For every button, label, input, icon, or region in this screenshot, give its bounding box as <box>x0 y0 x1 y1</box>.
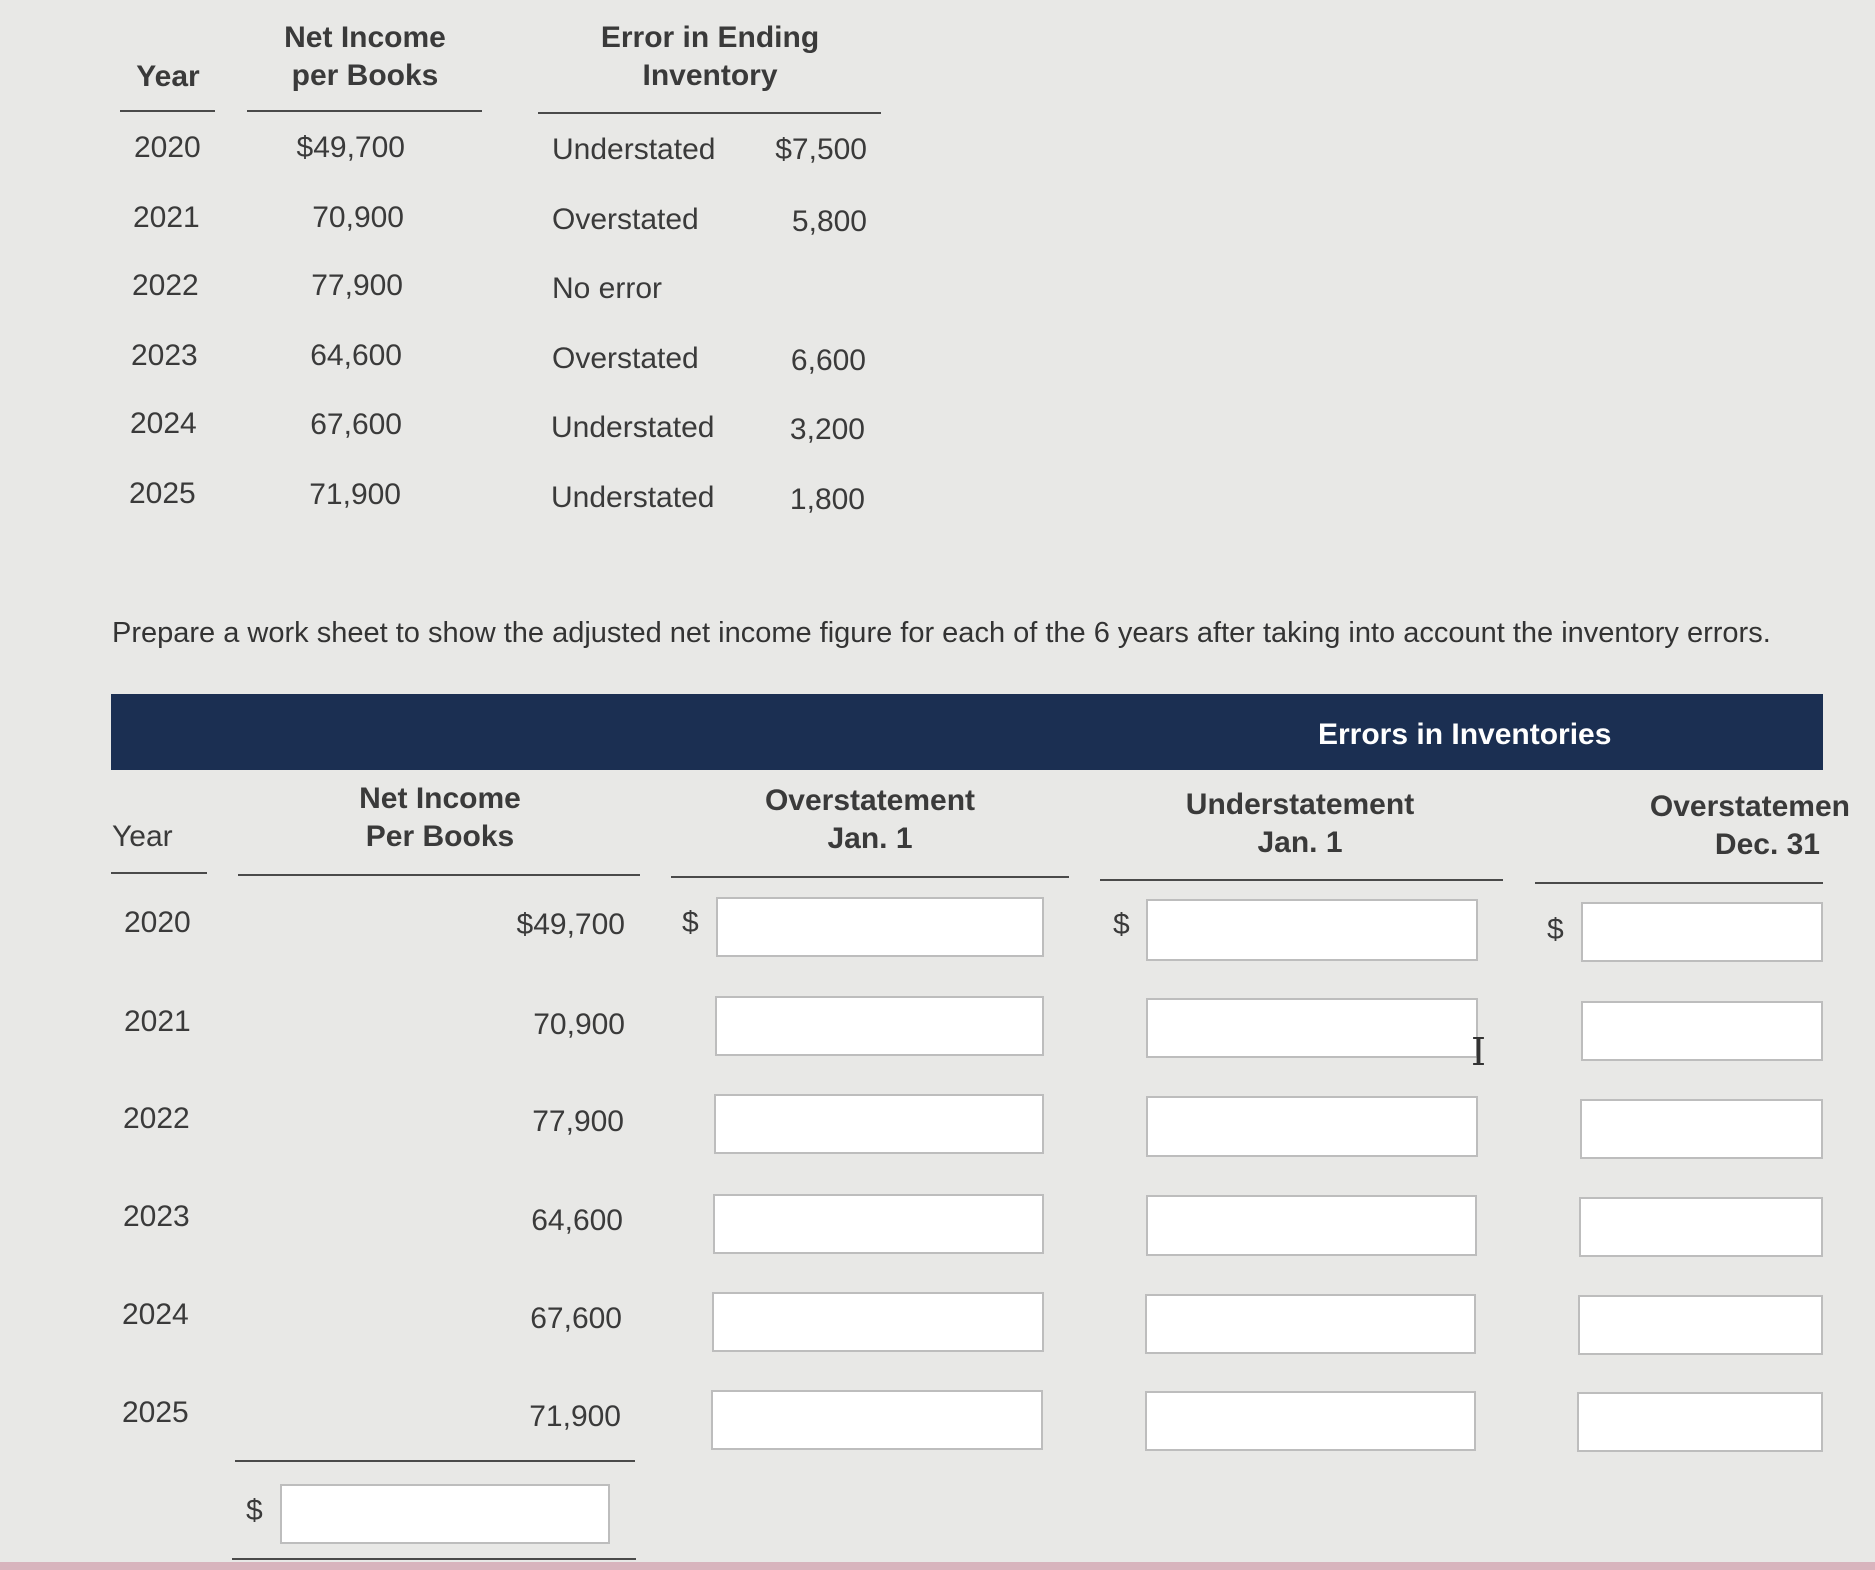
given-error-underline <box>538 112 881 114</box>
ws-row-year: 2020 <box>124 906 191 939</box>
over-jan-input[interactable] <box>716 897 1044 957</box>
given-row-income: $49,700 <box>296 131 405 164</box>
ws-under-jan-underline <box>1100 879 1503 881</box>
given-income-header-line2: per Books <box>291 59 439 92</box>
given-row-year: 2023 <box>131 339 198 372</box>
given-error-header-line2: Inventory <box>642 59 778 92</box>
worksheet-banner <box>111 694 1823 770</box>
over-jan-input[interactable] <box>714 1094 1044 1154</box>
ws-row-year: 2023 <box>123 1200 190 1233</box>
over-dec-input[interactable] <box>1580 1099 1823 1159</box>
ws-row-income: 70,900 <box>533 1008 625 1041</box>
given-row-income: 64,600 <box>310 339 402 372</box>
ws-over-dec-header-line2: Dec. 31 <box>1714 828 1820 861</box>
ws-total-top-rule <box>235 1460 635 1462</box>
given-row-income: 67,600 <box>310 408 402 441</box>
given-row-year: 2022 <box>132 269 199 302</box>
given-row-income: 70,900 <box>312 201 404 234</box>
bottom-edge-bar <box>0 1562 1875 1570</box>
over-dec-input[interactable] <box>1577 1392 1823 1452</box>
ws-row-year: 2025 <box>122 1396 189 1429</box>
ws-row-year: 2021 <box>124 1005 191 1038</box>
ws-year-header: Year <box>112 820 173 853</box>
given-row-status: Understated <box>552 133 716 166</box>
given-row-status: Understated <box>551 411 715 444</box>
ws-row-year: 2024 <box>122 1298 189 1331</box>
given-row-status: Understated <box>551 481 715 514</box>
over-dec-input[interactable] <box>1578 1295 1823 1355</box>
given-row-amount: 1,800 <box>789 483 865 516</box>
given-error-header-line1: Error in Ending <box>600 21 820 54</box>
ws-year-underline <box>111 872 207 874</box>
under-jan-input[interactable] <box>1145 1294 1476 1354</box>
ws-over-dec-header-line1: Overstatemen <box>1649 790 1850 823</box>
ws-row-income: 64,600 <box>531 1204 623 1237</box>
ws-dollar-sign: $ <box>682 906 699 939</box>
ws-income-underline <box>238 874 640 876</box>
given-row-year: 2021 <box>133 201 200 234</box>
text-cursor-icon: I <box>1471 1030 1487 1074</box>
given-row-amount: 6,600 <box>790 344 866 377</box>
given-row-year: 2024 <box>130 407 197 440</box>
ws-over-dec-underline <box>1535 882 1823 884</box>
given-row-income: 71,900 <box>309 478 401 511</box>
ws-total-bottom-rule <box>232 1558 636 1560</box>
question-text: Prepare a work sheet to show the adjusted net income figure for each of the 6 years after taking into account the inventory errors. <box>112 617 1771 649</box>
ws-over-dec-header <box>1620 788 1850 864</box>
ws-income-header-line1: Net Income <box>359 782 521 815</box>
given-error-header <box>560 19 860 95</box>
ws-over-jan-header <box>740 782 1000 858</box>
over-jan-input[interactable] <box>711 1390 1043 1450</box>
given-income-header <box>250 19 480 95</box>
ws-dollar-sign: $ <box>1547 913 1564 946</box>
over-jan-input[interactable] <box>712 1292 1044 1352</box>
over-jan-input[interactable] <box>713 1194 1044 1254</box>
ws-row-income: 67,600 <box>530 1302 622 1335</box>
given-income-underline <box>247 110 482 112</box>
under-jan-input[interactable] <box>1146 1096 1478 1157</box>
ws-under-jan-header-line2: Jan. 1 <box>1257 826 1343 859</box>
ws-row-income: $49,700 <box>516 908 625 941</box>
under-jan-input[interactable] <box>1146 1195 1477 1256</box>
given-row-income: 77,900 <box>311 269 403 302</box>
ws-over-jan-header-line1: Overstatement <box>764 784 976 817</box>
given-row-amount: 3,200 <box>789 413 865 446</box>
ws-income-header <box>330 780 550 856</box>
over-dec-input[interactable] <box>1579 1197 1823 1257</box>
ws-over-jan-header-line2: Jan. 1 <box>827 822 913 855</box>
given-row-year: 2020 <box>134 131 201 164</box>
ws-over-jan-underline <box>671 876 1069 878</box>
ws-under-jan-header-line1: Understatement <box>1185 788 1415 821</box>
ws-under-jan-header <box>1170 786 1430 862</box>
ws-dollar-sign: $ <box>1113 908 1130 941</box>
ws-row-income: 77,900 <box>532 1105 624 1138</box>
over-jan-input[interactable] <box>715 996 1044 1056</box>
given-year-underline <box>120 110 215 112</box>
under-jan-input[interactable] <box>1146 998 1478 1058</box>
ws-dollar-sign: $ <box>246 1494 263 1527</box>
ws-row-year: 2022 <box>123 1102 190 1135</box>
under-jan-input[interactable] <box>1145 1391 1476 1451</box>
given-year-header: Year <box>136 60 200 93</box>
given-income-header-line1: Net Income <box>284 21 446 54</box>
given-row-amount: $7,500 <box>775 133 867 166</box>
under-jan-input[interactable] <box>1146 899 1478 961</box>
ws-row-income: 71,900 <box>529 1400 621 1433</box>
given-row-status: Overstated <box>552 203 699 236</box>
over-dec-input[interactable] <box>1581 1001 1823 1061</box>
given-row-status: No error <box>552 272 663 305</box>
given-row-status: Overstated <box>552 342 699 375</box>
ws-income-header-line2: Per Books <box>365 820 515 853</box>
given-row-amount: 5,800 <box>791 205 867 238</box>
given-row-year: 2025 <box>129 477 196 510</box>
total-net-income-input[interactable] <box>280 1484 610 1544</box>
banner-title: Errors in Inventories <box>1318 718 1612 751</box>
over-dec-input[interactable] <box>1581 902 1823 962</box>
